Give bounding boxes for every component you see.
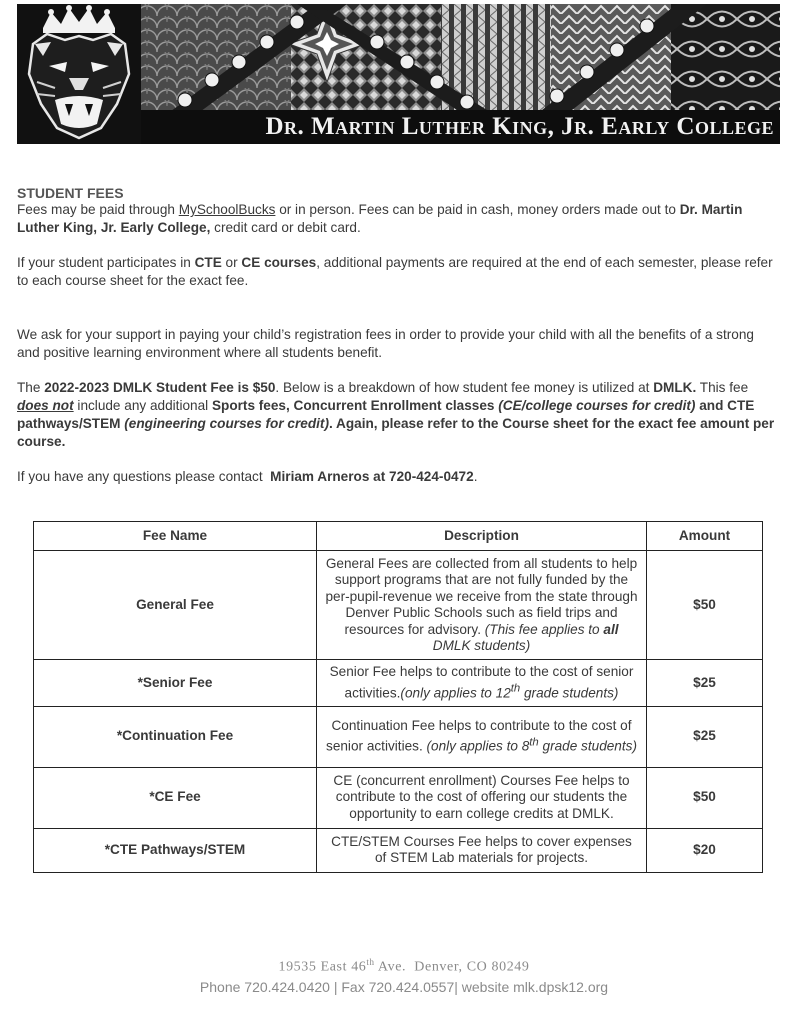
desc-italic-bold: all xyxy=(603,621,619,637)
student-fees-section xyxy=(17,185,777,486)
fee-description-cell: CTE/STEM Courses Fee helps to cover expenses of STEM Lab materials for projects. xyxy=(317,828,647,872)
fee-name-cell: *CTE Pathways/STEM xyxy=(34,828,317,872)
fee-name-cell: *CE Fee xyxy=(34,767,317,828)
address-text: Ave. Denver, CO 80249 xyxy=(374,959,530,975)
desc-italic: (only applies to 12 xyxy=(400,685,511,701)
fee-description-cell: CE (concurrent enrollment) Courses Fee helps to contribute to the cost of offering our students the opportunity to earn college credits at DMLK. xyxy=(317,767,647,828)
dmlk-bold: DMLK. xyxy=(653,380,697,395)
desc-text: Senior Fee helps to contribute to the cost of senior activities. xyxy=(329,664,634,701)
fee-amount-cell: $50 xyxy=(647,767,763,828)
text-span: This fee xyxy=(696,380,749,395)
engineering-note-italic: (engineering courses for credit) xyxy=(124,416,329,431)
footer-address xyxy=(0,957,808,976)
ce-courses-bold: CE courses xyxy=(241,255,317,270)
fee-table xyxy=(33,521,763,873)
fee-name-cell: General Fee xyxy=(34,551,317,660)
desc-italic: (only applies to 8 xyxy=(426,738,530,754)
text-span: include any additional xyxy=(73,398,212,413)
fee-description-cell xyxy=(317,551,647,660)
text-span: The xyxy=(17,380,45,395)
fee-description-cell xyxy=(317,706,647,767)
fee-description-cell xyxy=(317,660,647,707)
table-row xyxy=(34,828,763,872)
cte-ce-paragraph xyxy=(17,254,777,290)
desc-italic: (This fee applies to xyxy=(484,621,604,637)
footer-website[interactable]: website mlk.dpsk12.org xyxy=(461,979,609,995)
text-span: If your student participates in xyxy=(17,255,195,270)
cte-pathways-bold: and CTE pathways/STEM xyxy=(17,398,755,431)
address-text: 19535 East 46 xyxy=(278,959,367,975)
school-name-bold: Dr. Martin Luther King, Jr. Early College, xyxy=(17,202,743,235)
footer-fax: Fax 720.424.0557 xyxy=(341,979,455,995)
school-name-banner: Dr. Martin Luther King, Jr. Early College xyxy=(141,110,780,144)
header-fee-name: Fee Name xyxy=(34,522,317,551)
text-span: Fees may be paid through xyxy=(17,202,179,217)
text-span: . Below is a breakdown of how student fee money is utilized at xyxy=(275,380,654,395)
fee-amount-cell: $25 xyxy=(647,660,763,707)
text-span: If you have any questions please contact xyxy=(17,469,271,484)
panther-crown-logo xyxy=(17,4,141,144)
desc-text: General Fees are collected from all students to help support programs that are not fully funded by the per-pupil-revenue we receive from the state through Denver Public Schools such as field trips and resources for advisory. xyxy=(325,555,638,637)
fee-amount-cell: $50 xyxy=(647,551,763,660)
cte-bold: CTE xyxy=(194,255,222,270)
address-superscript: th xyxy=(366,957,375,967)
contact-name-phone: Miriam Arneros at 720-424-0472 xyxy=(270,469,474,484)
header-amount: Amount xyxy=(647,522,763,551)
text-span: , additional payments are required at the end of each semester, please refer to each course sheet for the exact fee. xyxy=(17,255,773,288)
desc-superscript: th xyxy=(529,736,539,749)
fee-breakdown-paragraph xyxy=(17,379,777,451)
desc-text: Continuation Fee helps to contribute to the cost of senior activities. xyxy=(326,717,632,754)
text-span: or xyxy=(221,255,242,270)
desc-italic: DMLK students) xyxy=(432,638,531,653)
additional-fees-bold: Sports fees, Concurrent Enrollment classes xyxy=(211,398,499,413)
separator: | xyxy=(454,979,462,995)
fee-amount-cell: $25 xyxy=(647,706,763,767)
table-row xyxy=(34,767,763,828)
header-banner xyxy=(17,4,780,144)
fee-name-cell: *Continuation Fee xyxy=(34,706,317,767)
student-fee-bold: 2022-2023 DMLK Student Fee is $50 xyxy=(44,380,276,395)
does-not-emphasis: does not xyxy=(17,398,74,413)
contact-paragraph xyxy=(17,468,777,486)
desc-italic: grade students) xyxy=(538,738,637,754)
refer-course-sheet-bold: . Again, please refer to the Course sheet for the exact fee amount per course. xyxy=(17,416,775,449)
table-row xyxy=(34,706,763,767)
text-span: credit card or debit card. xyxy=(210,220,361,235)
separator: | xyxy=(329,979,342,995)
footer-contact xyxy=(0,979,808,995)
text-span: or in person. Fees can be paid in cash, money orders made out to xyxy=(275,202,680,217)
support-paragraph: We ask for your support in paying your child’s registration fees in order to provide your child with all the benefits of a strong and positive learning environment where all students benefit. xyxy=(17,327,754,360)
payment-methods-paragraph xyxy=(17,201,777,237)
desc-italic: grade students) xyxy=(520,685,619,701)
footer-phone: Phone 720.424.0420 xyxy=(199,979,330,995)
fee-amount-cell: $20 xyxy=(647,828,763,872)
table-row xyxy=(34,660,763,707)
header-description: Description xyxy=(317,522,647,551)
desc-superscript: th xyxy=(510,682,521,695)
table-header-row xyxy=(34,522,763,551)
table-row xyxy=(34,551,763,660)
section-title: STUDENT FEES xyxy=(17,185,124,201)
fee-name-cell: *Senior Fee xyxy=(34,660,317,707)
ce-note-italic: (CE/college courses for credit) xyxy=(498,398,696,413)
text-span: . xyxy=(473,469,478,484)
myschoolbucks-link[interactable]: MySchoolBucks xyxy=(178,202,276,217)
